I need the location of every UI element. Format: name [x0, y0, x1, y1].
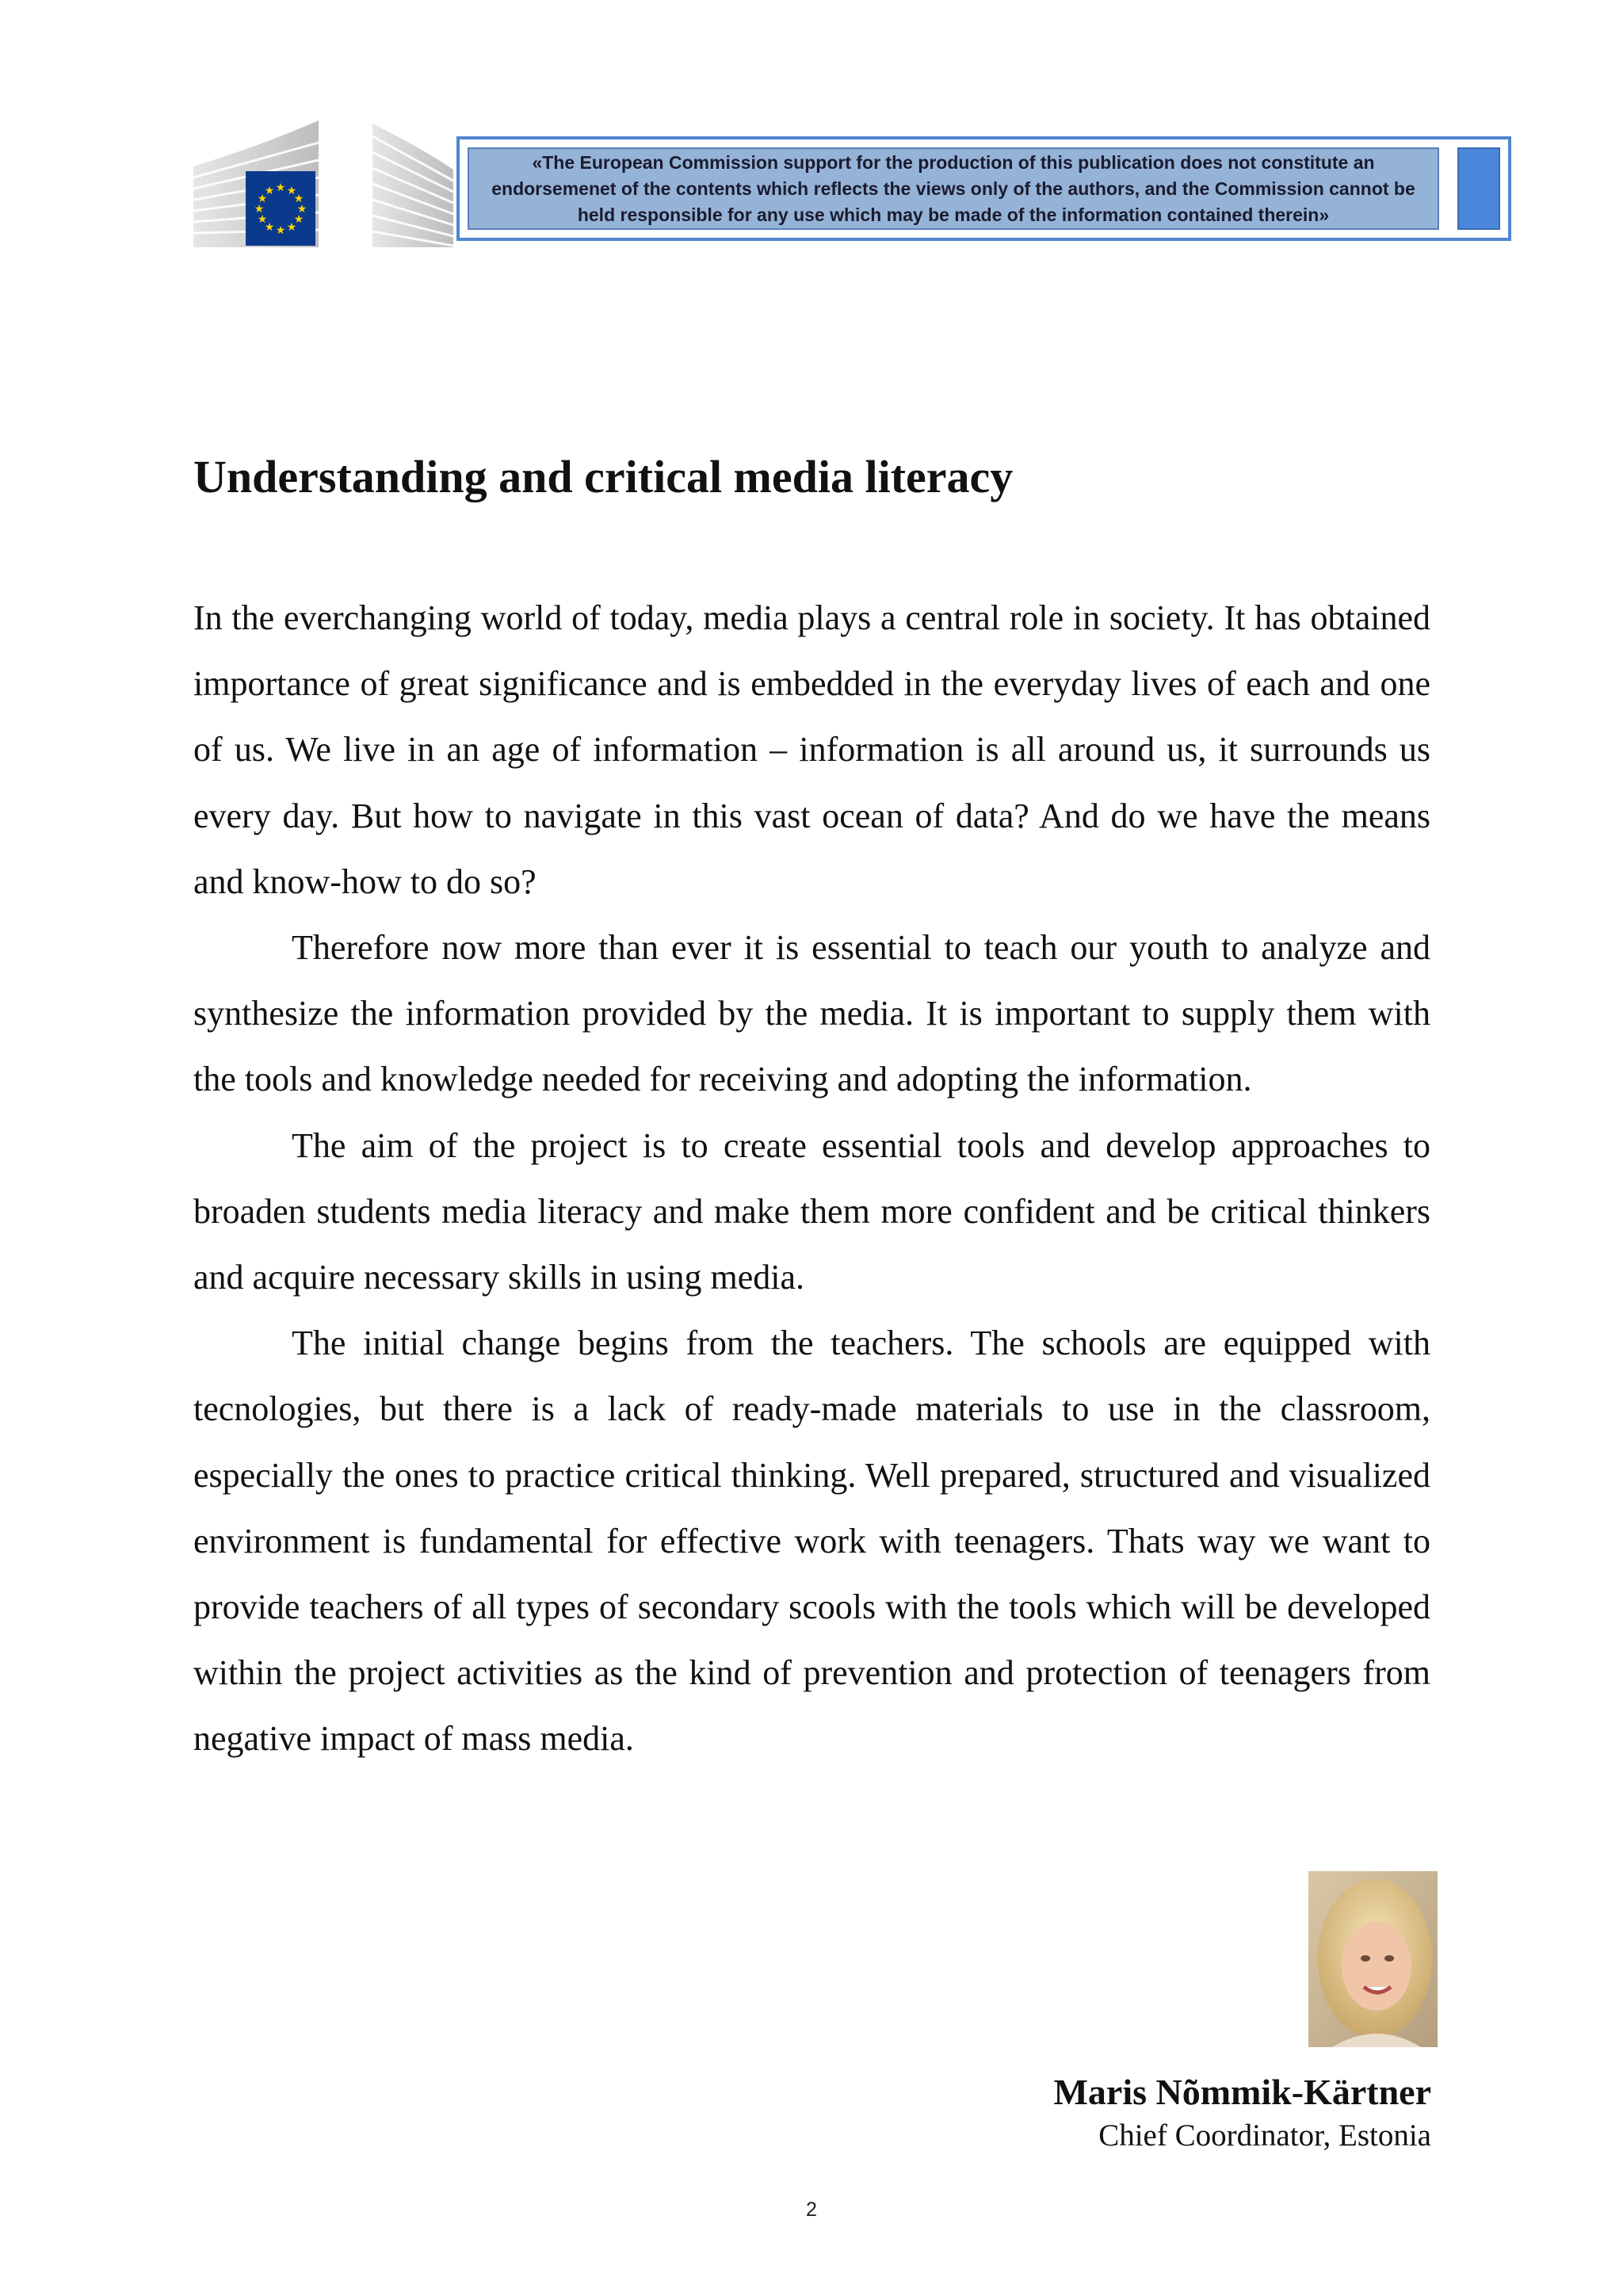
page-number: 2	[806, 2199, 817, 2221]
svg-text:★: ★	[264, 185, 275, 197]
svg-text:★: ★	[293, 213, 304, 226]
article-title: Understanding and critical media literacy	[193, 451, 1014, 502]
svg-text:★: ★	[275, 224, 286, 237]
paragraph: Therefore now more than ever it is essential to teach our youth to analyze and synthesize the information provided by the media. It is important to supply them with the tools and knowledge needed for receiving and adopting the information.	[193, 928, 1430, 1099]
paragraph: In the everchanging world of today, media plays a central role in society. It has obtained importance of great significance and is embedded in the everyday lives of each and one of us. We live in an age of information – information is all around us, it surrounds us every day. But how to navigate in this vast ocean of data? And do we have the means and know-how to do so?	[193, 598, 1430, 901]
paragraph: The initial change begins from the teachers. The schools are equipped with tecnologies, but there is a lack of ready-made materials to use in the classroom, especially the ones to practice critical thinking. Well prepared, structured and visualized environment is fundamental for effective work with teenagers. Thats way we want to provide teachers of all types of secondary scools with the tools which will be developed within the project activities as the kind of prevention and protection of teenagers from negative impact of mass media.	[193, 1324, 1430, 1759]
disclaimer-panel	[468, 147, 1439, 230]
svg-text:★: ★	[296, 203, 307, 216]
author-role: Chief Coordinator, Estonia	[1098, 2118, 1431, 2153]
european-commission-logo	[193, 120, 453, 247]
disclaimer-box	[456, 136, 1511, 241]
svg-text:★: ★	[264, 221, 275, 234]
svg-text:★: ★	[257, 213, 268, 226]
author-name: Maris Nõmmik-Kärtner	[1053, 2072, 1431, 2112]
paragraph: The aim of the project is to create essential tools and develop approaches to broaden students media literacy and make them more confident and be critical thinkers and acquire necessary skills in using media.	[193, 1125, 1430, 1297]
svg-text:★: ★	[254, 203, 265, 216]
disclaimer-text: «The European Commission support for the production of this publication does not constitute an endorsemenet of the contents which reflects the views only of the authors, and the Commission cannot be held responsible for any use which may be made of the information contained therein»	[491, 151, 1415, 225]
author-photo	[1308, 1871, 1438, 2047]
disclaimer-accent-tab	[1457, 147, 1500, 230]
european-commission-logo-graphic	[193, 120, 453, 247]
article-body	[193, 585, 1430, 1772]
svg-text:★: ★	[286, 221, 297, 234]
svg-text:★: ★	[275, 181, 286, 194]
svg-text:★: ★	[286, 185, 297, 197]
svg-text:★: ★	[293, 193, 304, 205]
svg-text:★: ★	[257, 193, 268, 205]
